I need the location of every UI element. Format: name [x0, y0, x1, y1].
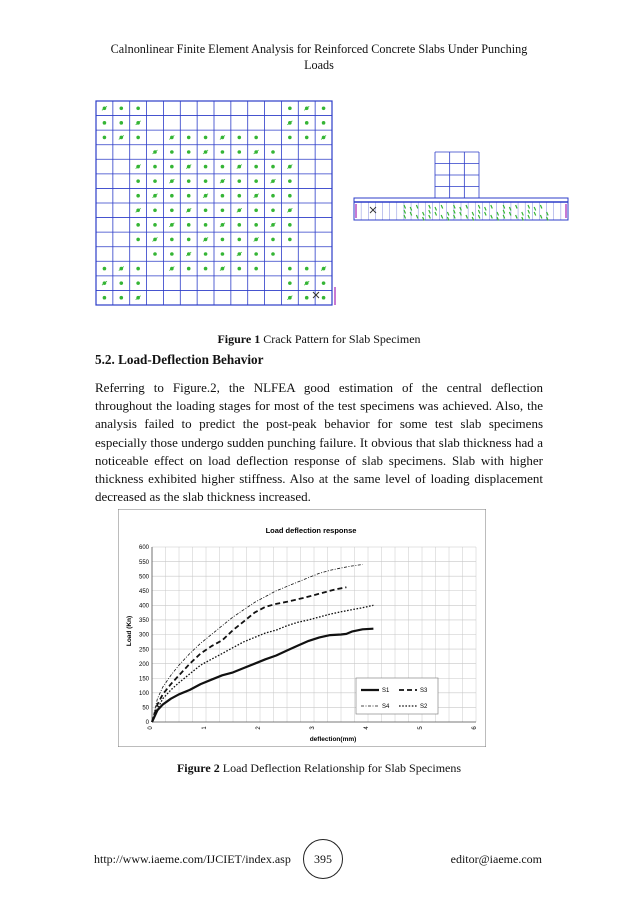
crack-mark — [153, 165, 157, 169]
figure-2-label: Figure 2 — [176, 761, 220, 775]
crack-line — [485, 212, 487, 216]
crack-line — [472, 212, 474, 216]
crack-mark — [305, 267, 309, 271]
crack-mark — [254, 267, 258, 271]
figure-1-caption — [60, 332, 578, 347]
footer-email[interactable]: editor@iaeme.com — [450, 852, 542, 866]
y-tick-label: 400 — [138, 603, 149, 610]
crack-mark — [187, 223, 191, 227]
crack-line — [404, 205, 406, 209]
crack-mark — [305, 296, 309, 300]
crack-mark — [221, 208, 225, 212]
crack-mark — [204, 252, 208, 256]
y-tick-label: 0 — [145, 720, 149, 727]
crack-mark — [254, 252, 258, 256]
crack-line — [509, 207, 511, 211]
crack-mark — [288, 194, 292, 198]
figure-2-caption-text: Load Deflection Relationship for Slab Specimens — [222, 761, 462, 775]
crack-mark — [271, 252, 275, 256]
crack-mark — [153, 252, 157, 256]
running-head — [95, 41, 543, 73]
x-tick-label: 3 — [310, 726, 316, 730]
crack-line — [491, 205, 493, 209]
load-deflection-chart — [118, 509, 486, 747]
crack-line — [435, 207, 437, 211]
crack-mark — [136, 238, 140, 242]
crack-mark — [103, 121, 107, 125]
y-tick-label: 200 — [138, 661, 149, 668]
crack-mark — [187, 194, 191, 198]
x-tick-label: 5 — [418, 726, 424, 730]
y-tick-label: 450 — [138, 588, 149, 595]
crack-mark — [271, 165, 275, 169]
crack-line — [416, 215, 418, 219]
section-paragraph: Referring to Figure.2, the NLFEA good estimation of the central deflection throughout the loading stages for most of the test specimens was achieved. Also, the analysis failed to predict the post-peak behavior for some test slab specimens especially those undergo sudden punching failure. It obvious that slab thickness had a noticeable effect on load deflection response of slab specimens. Slab with higher thickness exhibited higher stiffness. Also at the same level of loading displacement decreased as the slab thickness increased. — [95, 380, 543, 505]
crack-line — [404, 215, 406, 219]
crack-mark — [153, 179, 157, 183]
crack-mark — [322, 121, 326, 125]
chart-title: Load deflection response — [265, 526, 357, 535]
crack-mark — [237, 194, 241, 198]
crack-mark — [187, 179, 191, 183]
crack-line — [429, 215, 431, 219]
crack-mark — [271, 150, 275, 154]
crack-line — [447, 212, 449, 216]
figure-2-caption — [60, 761, 578, 776]
crack-mark — [204, 136, 208, 140]
x-tick-label: 0 — [148, 726, 154, 730]
y-tick-label: 600 — [138, 545, 149, 552]
crack-mark — [288, 267, 292, 271]
crack-mark — [221, 150, 225, 154]
crack-line — [416, 205, 418, 209]
running-title-line2: Loads — [304, 58, 334, 72]
crack-line — [534, 212, 536, 216]
crack-mark — [271, 208, 275, 212]
crack-line — [503, 215, 505, 219]
x-tick-label: 2 — [256, 726, 262, 730]
crack-pattern-section-view — [346, 150, 576, 230]
crack-line — [528, 215, 530, 219]
crack-line — [528, 205, 530, 209]
crack-mark — [322, 296, 326, 300]
crack-mark — [237, 150, 241, 154]
y-tick-label: 500 — [138, 574, 149, 581]
x-tick-label: 4 — [364, 726, 370, 730]
crack-mark — [254, 136, 258, 140]
section-heading: 5.2. Load-Deflection Behavior — [95, 352, 264, 367]
crack-mark — [153, 208, 157, 212]
section-crack-marks — [404, 205, 548, 221]
crack-mark — [187, 238, 191, 242]
crack-mark — [103, 296, 107, 300]
crack-mark — [237, 179, 241, 183]
crack-mark — [136, 223, 140, 227]
crack-mark — [221, 194, 225, 198]
crack-mark — [254, 165, 258, 169]
crack-line — [441, 205, 443, 209]
legend-label-s3: S3 — [420, 688, 428, 695]
crack-mark — [204, 223, 208, 227]
figure-1-label: Figure 1 — [217, 332, 261, 346]
crack-mark — [103, 136, 107, 140]
crack-pattern-plan-view — [92, 97, 342, 309]
crack-mark — [170, 208, 174, 212]
crack-mark — [221, 252, 225, 256]
crack-mark — [288, 238, 292, 242]
crack-mark — [204, 179, 208, 183]
crack-line — [534, 207, 536, 211]
crack-mark — [221, 238, 225, 242]
crack-line — [503, 205, 505, 209]
crack-mark — [204, 267, 208, 271]
crack-mark — [153, 223, 157, 227]
crack-line — [441, 215, 443, 219]
y-tick-label: 150 — [138, 676, 149, 683]
crack-line — [503, 210, 505, 214]
crack-mark — [254, 179, 258, 183]
crack-mark — [119, 121, 123, 125]
crack-line — [466, 215, 468, 219]
crack-mark — [322, 281, 326, 285]
y-axis-label: Load (Kn) — [126, 615, 133, 647]
crack-mark — [187, 136, 191, 140]
crack-mark — [170, 252, 174, 256]
crack-mark — [136, 267, 140, 271]
crack-mark — [305, 121, 309, 125]
crack-mark — [170, 238, 174, 242]
chart-legend — [356, 678, 438, 714]
crack-mark — [288, 179, 292, 183]
crack-mark — [288, 136, 292, 140]
crack-mark — [237, 238, 241, 242]
crack-line — [478, 205, 480, 209]
running-title-line1: Calnonlinear Finite Element Analysis for Reinforced Concrete Slabs Under Punching — [110, 42, 528, 56]
crack-line — [478, 210, 480, 214]
crack-mark — [288, 106, 292, 110]
crack-mark — [119, 106, 123, 110]
y-tick-label: 100 — [138, 691, 149, 698]
crack-mark — [204, 165, 208, 169]
crack-line — [540, 215, 542, 219]
crack-mark — [254, 223, 258, 227]
crack-mark — [136, 179, 140, 183]
crack-line — [497, 212, 499, 216]
y-tick-label: 50 — [142, 705, 149, 712]
crack-mark — [170, 165, 174, 169]
crack-mark — [237, 267, 241, 271]
x-tick-label: 6 — [472, 726, 478, 730]
legend-label-s2: S2 — [420, 704, 428, 711]
crack-line — [404, 210, 406, 214]
crack-line — [509, 212, 511, 216]
crack-line — [423, 212, 425, 216]
legend-label-s1: S1 — [382, 688, 390, 695]
crack-line — [466, 205, 468, 209]
crack-mark — [136, 194, 140, 198]
crack-mark — [221, 165, 225, 169]
footer-url[interactable]: http://www.iaeme.com/IJCIET/index.asp — [94, 852, 291, 866]
x-axis-label: deflection(mm) — [309, 736, 357, 743]
crack-line — [429, 210, 431, 214]
y-tick-label: 300 — [138, 632, 149, 639]
x-tick-label: 1 — [202, 726, 208, 730]
crack-mark — [204, 208, 208, 212]
crack-mark — [237, 223, 241, 227]
crack-mark — [254, 208, 258, 212]
crack-line — [485, 207, 487, 211]
crack-mark — [119, 296, 123, 300]
crack-mark — [119, 281, 123, 285]
crack-mark — [136, 136, 140, 140]
crack-mark — [170, 194, 174, 198]
crack-mark — [288, 223, 292, 227]
crack-mark — [187, 267, 191, 271]
y-tick-label: 250 — [138, 647, 149, 654]
crack-mark — [271, 238, 275, 242]
crack-mark — [271, 194, 275, 198]
crack-line — [491, 215, 493, 219]
crack-mark — [288, 281, 292, 285]
crack-mark — [187, 150, 191, 154]
crack-line — [540, 205, 542, 209]
crack-line — [547, 212, 549, 216]
crack-line — [478, 215, 480, 219]
crack-mark — [170, 150, 174, 154]
page-number: 395 — [303, 839, 343, 879]
crack-line — [410, 212, 412, 216]
crack-line — [429, 205, 431, 209]
crack-line — [528, 210, 530, 214]
crack-line — [435, 212, 437, 216]
crack-line — [522, 212, 524, 216]
y-tick-label: 350 — [138, 618, 149, 625]
crack-mark — [136, 106, 140, 110]
crack-line — [516, 205, 518, 209]
crack-mark — [103, 267, 107, 271]
crack-mark — [136, 281, 140, 285]
crack-mark — [322, 106, 326, 110]
legend-label-s4: S4 — [382, 704, 390, 711]
figure-1-caption-text: Crack Pattern for Slab Specimen — [263, 332, 421, 346]
crack-mark — [305, 136, 309, 140]
crack-line — [410, 207, 412, 211]
y-tick-label: 550 — [138, 559, 149, 566]
crack-mark — [237, 136, 241, 140]
crack-line — [516, 215, 518, 219]
